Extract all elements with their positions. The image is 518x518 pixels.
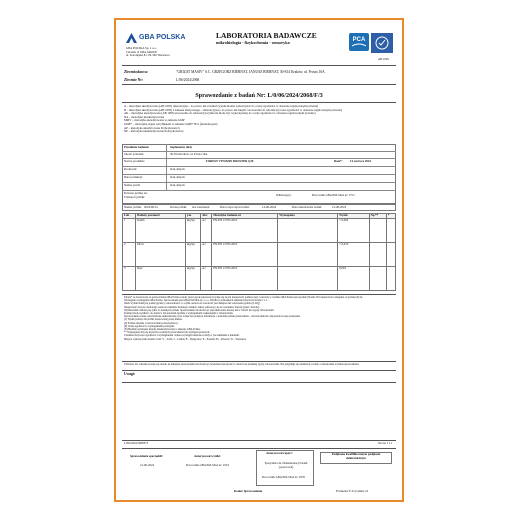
lab-address: [126, 47, 206, 58]
pca-accreditation-logo-icon: [348, 32, 370, 52]
col-header: j.m.: [185, 214, 200, 219]
col-header: Metodyka badania nr: [212, 214, 278, 219]
product-name-value: FOREST VITAMIN BOOSTER Q10: [206, 159, 254, 163]
subject-value: Suplementy diety: [170, 145, 193, 149]
sample-number-label: Numer próbki:: [124, 204, 142, 209]
col-header: Wynik: [338, 214, 369, 219]
page-info: Strona 1 z 1: [378, 441, 393, 445]
sample-evaluation-value: bez zastrzeżeń: [192, 204, 210, 209]
footer-divider: [122, 440, 396, 441]
batch-value: brak danych: [170, 183, 185, 187]
signature-divider: [122, 448, 396, 449]
date-value: 14 czerwca 2024: [350, 159, 371, 163]
col-header: Badany parametr: [136, 214, 186, 219]
results-table: [122, 213, 396, 291]
start-date-value: 14-06-2024: [262, 204, 276, 209]
production-date-value: brak danych: [170, 175, 185, 179]
report-title: Sprawozdanie z badań Nr: L/0/06/2024/2068/F/3: [195, 92, 323, 99]
accreditation-number: AB 1095: [378, 57, 389, 61]
cell-lab: 1: [123, 218, 136, 242]
col-header: Lab.: [123, 214, 136, 219]
cell-akr: A1: [201, 266, 212, 290]
legend-item: AK – metodyka akredytowana (AB 1095) stosowalna do referencji (wynik nie może być wykorzystany do oceny zgodności w obszarze regulowanym prawnie): [124, 111, 316, 116]
sample-receipt-row: [122, 204, 396, 211]
recipient-label: Odbierający:: [276, 193, 292, 197]
legend-item: GMP+ – metodyka objęta certyfikatem w zakresie GMP+ B11 (feedsafe.pest): [124, 121, 218, 126]
cell-lab: 3: [123, 266, 136, 290]
prepared-label: Sprawozdanie sporządził:: [130, 454, 164, 458]
cell-unit: mg/kg: [185, 218, 200, 242]
approved-label: Autoryzował raport:: [266, 451, 293, 455]
meta-divider: [122, 84, 396, 85]
lab-title: LABORATORIA BADAWCZE: [216, 31, 317, 40]
note-line: Ustalenia dotyczące zgodności z wymaganiami i zakres wymagań ustalone zostały w porozumieniu z klientem.: [124, 334, 240, 338]
legal-divider: [122, 361, 396, 362]
note-line: ** Wymagania dotyczą kryteriów podanych przez klienta lub wymagań prawnych.: [124, 331, 210, 335]
cell-method: PN-EN 15763 2010: [212, 218, 278, 242]
note-line: (P) Ocena zgodności z wymaganiami prawnymi.: [124, 324, 175, 328]
note-line: Tabela* są dostarczone ze sprawozdania GBA Polska zostały przez zgodę zgłoszone (wydaje się że jest niepewność pomiaru przy wartości) w wyniku GBA Polska jest zgodnie (Norma 001 niepewności odstępnie od podanych) itp.: [124, 296, 363, 299]
order-label: Zlecenie Nr:: [124, 78, 144, 82]
authorized-results-label: Autoryzował wyniki:: [194, 454, 221, 458]
recipient-value: Pracownik GBA POLSKA nr: 2711: [312, 193, 355, 197]
gba-logo-icon: [126, 33, 137, 43]
note-line: Jeżeli wynik badań jest poniżej granicy oznaczalności, to wynik oznacza że zawartość jest mniejsza niż oznaczenia granica (LOQ): [124, 302, 260, 306]
producer-label: Producent:: [124, 167, 137, 171]
legend-item: NA – metodyka nieakredytowana: [124, 114, 165, 119]
legend-item: B – metodyka akredytowana (AB 1095) z zakresu elastycznego - referencyjna (o do prawo niż innym i stosowalna do referencji (ocena zgodności w obszarze regulowanym prawnie): [124, 107, 343, 112]
note-line: (N) Badanie wykonane metodą nieakredytowaną w zakresie GBA Polska.: [124, 328, 201, 332]
cell-method: PN-EN 15763 2010: [212, 242, 278, 266]
cell-akr: A1: [201, 242, 212, 266]
col-header: Akr.: [201, 214, 212, 219]
prepared-date: 21-06-2024: [140, 463, 154, 467]
note-line: Wyniki badań odnoszą się tylko do badanych próbek. Sprawozdanie nie może być reprodukowane inaczej niż w całości bez zgody laboratorium.: [124, 308, 275, 312]
col-header: *: [386, 214, 395, 219]
note-line: Poniżej tabelę wyników: do analiz w laboratorium zgodnie z wymaganiami wskazanymi w laboratorium.: [124, 312, 234, 316]
cell-req: [278, 218, 338, 242]
note-line: Miejsce wykonywania badań: Łódź *1 – Łódź; 2 – Lublin; B – Bydgoszcz; P – Poznań; PS – Pruszcz; W – Warszawa: [124, 337, 247, 341]
legend-item: NP – metodyka nieakredytowana Podwykonawcy: [124, 129, 184, 134]
batch-label: Numer partii:: [124, 183, 141, 187]
lab-subtitle: mikrobiologia - fizykochemia - sensoryka: [216, 40, 290, 45]
note-line: (1) Wynik podany dla próbki dostarczonej przez klienta.: [124, 318, 183, 322]
legend-item: A – metodyka akredytowana (AB 1095) referencyjna – do prawo niż również (wynik można wykorzystać do oceny zgodności w obszarze regulowanym prawnie): [124, 104, 319, 108]
cell-method: PN-EN 15763 2010: [212, 266, 278, 290]
cell-param: Ołów: [136, 242, 186, 266]
sampling-note-label: Pobrano próbkę na:: [124, 191, 148, 195]
sample-evaluation-label: Ocena próbki:: [170, 204, 188, 209]
cell-req: [278, 266, 338, 290]
cell-result: < 0,002: [338, 218, 369, 242]
col-header: Wymagania: [278, 214, 338, 219]
legend-item: AP – metodyka akredytowana Podwykonawcy: [124, 125, 181, 130]
approved-sub: Pracownik GBA POLSKA nr: 2976: [262, 475, 305, 479]
notes-block: [124, 296, 396, 341]
legal-note: UWAGA: Do wniosku stosuje się zasadę, że niniejsze sprawozdanie nie może być powielane inaczej niż w całości bez pisemnej zgody Laboratorium. Nie przyjmuje się reklamacji od dnia 1 zakończenia wydania sprawozdania.: [124, 363, 360, 366]
e-signature-label: Podpisano kwalifikowanym podpisem elektronicznym: [331, 452, 381, 460]
table-row: [123, 242, 396, 266]
sampling-value: 30-814 Kraków, ul. Prosta 16A: [170, 152, 208, 156]
remarks-label: Uwagi:: [124, 372, 135, 376]
address-line: GBA POLSKA Sp. z o.o.: [126, 46, 157, 50]
subject-label: Przedmiot badania:: [124, 145, 150, 149]
address-line: Członek of GBA GROUP: [126, 49, 158, 54]
product-name-label: Nazwa produktu:: [124, 159, 145, 163]
form-label: Formularz F-9 wydanie 10: [336, 489, 369, 493]
method-legend: [124, 105, 396, 134]
accreditation-badge-icon: [370, 32, 394, 58]
table-row: [123, 266, 396, 290]
authorized-results-value: Pracownik GBA POLSKA nr: 2543: [186, 463, 229, 467]
gba-logo-text: GBA POLSKA: [139, 34, 186, 41]
cell-req: [278, 242, 338, 266]
order-value: L/06/2024/2068: [176, 78, 200, 82]
notes-divider: [122, 294, 396, 295]
sample-number-value: 2024/06/14: [144, 204, 158, 209]
note-line: Niepewność dotyczy ustalonego stanu na zakładzie badanego obiektu; zakres odnoszący się do warunków metody (patrz: metoda).: [124, 305, 260, 309]
production-date-label: Data produkcji:: [124, 175, 143, 179]
transport-label: Transport próbki:: [124, 195, 145, 199]
note-line: Sprawozdanie zostało zatwierdzone elektronicznie i jest ważne bez podpisu; informacje o pobraniu próbek przez klienta – laboratorium nie odpowiada za etap pobierania.: [124, 315, 301, 319]
cell-result: 0,003: [338, 266, 369, 290]
cell-unit: mg/kg: [185, 242, 200, 266]
approved-value: Specjalista ds. Dokumentacji badań (opracował): [264, 461, 308, 469]
col-header: Np.**: [369, 214, 386, 219]
remarks-divider: [122, 370, 396, 371]
remarks-end-divider: [122, 382, 396, 383]
cell-akr: A1: [201, 218, 212, 242]
title-divider: [122, 102, 396, 103]
end-date-label: Data zakończenia badań:: [292, 204, 322, 209]
end-date-value: 21-06-2024: [332, 204, 346, 209]
legend-item: MMV – metodyka akredytowana w zakresie GMP: [124, 118, 185, 123]
cell-param: Rtęć: [136, 266, 186, 290]
doc-code: L/06/2024/2068/F/3: [124, 441, 149, 445]
client-label: Zleceniodawca:: [124, 70, 148, 74]
cell-result: < 0,010: [338, 242, 369, 266]
cell-param: Kadm: [136, 218, 186, 242]
address-line: ul. Kolonijska 81, 02-340 Warszawa: [126, 53, 170, 58]
note-line: (2) Próbka zbadana w laboratorium podwykonawcy.: [124, 321, 179, 325]
cell-unit: mg/kg: [185, 266, 200, 290]
cell-lab: 2: [123, 242, 136, 266]
pca-label: PCA: [352, 37, 366, 43]
start-date-label: Data rozpoczęcia badań:: [220, 204, 250, 209]
note-line: Wymagania wymagania GBA Polska. Sprawozdanie jest GBA POLSKA sp. z o.o. Wyniki w jednostkach zamieszczonych na stronie 1 z 1.: [124, 299, 268, 303]
table-row: [123, 218, 396, 242]
client-value: "GRIZAT MASIV" S.C. GRZEGORZ BIERNAT, JANUSZ BIERNAT, 30-814 Kraków, ul. Prosta 16A: [176, 70, 325, 74]
header-divider: [122, 65, 396, 66]
report-page: [114, 18, 404, 502]
producer-value: brak danych: [170, 167, 185, 171]
end-of-report: Koniec Sprawozdania: [234, 489, 263, 493]
sampling-label: Jakość pobrania:: [124, 152, 145, 156]
date-label: Data*:: [334, 159, 343, 163]
